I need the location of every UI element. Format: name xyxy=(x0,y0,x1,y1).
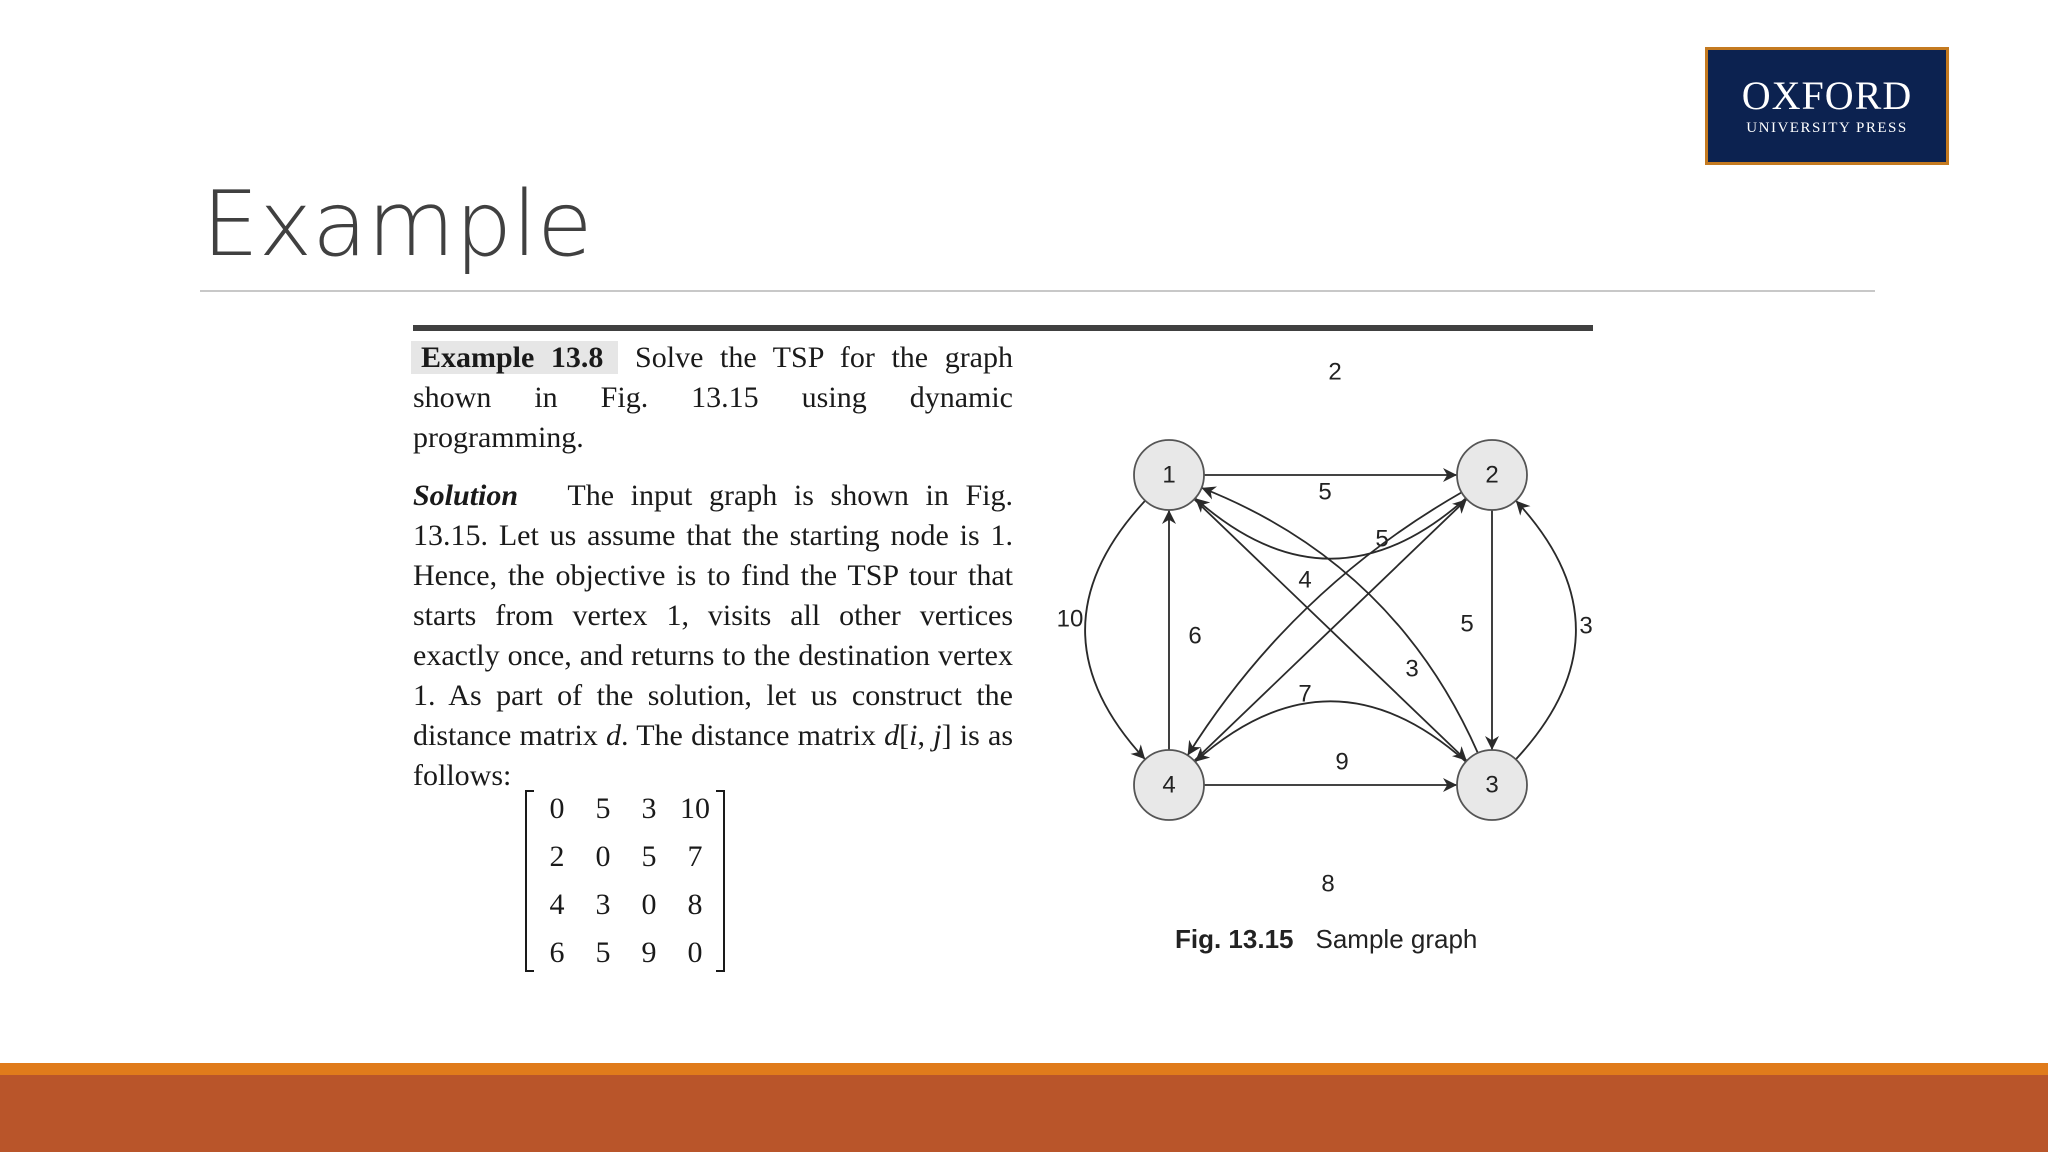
edge-label-4-3: 9 xyxy=(1335,748,1349,776)
matrix-cell-1-1: 0 xyxy=(549,792,565,825)
footer-bar xyxy=(0,1075,2048,1152)
matrix-cell-2-1: 2 xyxy=(549,840,565,873)
var-j: j xyxy=(933,719,942,752)
matrix-cell-4-3: 9 xyxy=(641,936,657,969)
matrix-cell-3-3: 0 xyxy=(641,888,657,921)
example-text xyxy=(413,338,1013,796)
matrix-cell-1-2: 5 xyxy=(595,792,611,825)
edge-label-3-4: 8 xyxy=(1321,870,1335,898)
solution-paragraph xyxy=(413,476,1013,796)
edge-label-4-2: 5 xyxy=(1375,525,1389,553)
var-d: d xyxy=(606,719,622,752)
node-2 xyxy=(1457,440,1527,510)
edge-label-2-4: 7 xyxy=(1298,680,1312,708)
example-paragraph xyxy=(413,338,1013,458)
matrix-cell-2-2: 0 xyxy=(595,840,611,873)
edge-label-1-3: 4 xyxy=(1298,566,1312,594)
edge-label-1-4: 10 xyxy=(1056,605,1084,633)
matrix-cell-1-4: 10 xyxy=(680,792,710,825)
edge-1-4 xyxy=(1085,501,1145,760)
matrix-cell-2-3: 5 xyxy=(641,840,657,873)
matrix-cell-4-1: 6 xyxy=(549,936,565,969)
example-statement: Solve the TSP for the graph shown in Fig. 13.15 using dynamic programming. xyxy=(413,341,1013,454)
edge-label-2-1: 2 xyxy=(1328,358,1342,386)
matrix-cell-3-4: 8 xyxy=(687,888,703,921)
node-4 xyxy=(1134,750,1204,820)
distance-matrix xyxy=(525,786,725,976)
figure-caption-text: Sample graph xyxy=(1315,924,1478,954)
slide-title: Example xyxy=(202,172,593,277)
matrix-cell-4-2: 5 xyxy=(595,936,611,969)
example-top-rule xyxy=(413,325,1593,331)
figure-number: Fig. 13.15 xyxy=(1175,924,1294,954)
title-divider xyxy=(200,290,1875,292)
matrix-cell-3-1: 4 xyxy=(549,888,565,921)
edge-label-4-1: 6 xyxy=(1188,622,1202,650)
example-label: Example 13.8 xyxy=(411,341,618,374)
solution-label: Solution xyxy=(413,479,519,512)
edge-label-3-2: 3 xyxy=(1579,612,1593,640)
matrix-cell-1-3: 3 xyxy=(641,792,657,825)
logo-subtitle: UNIVERSITY PRESS xyxy=(1746,120,1908,136)
sample-graph xyxy=(1040,345,1600,905)
edge-label-3-1: 3 xyxy=(1405,655,1419,683)
comma: , xyxy=(917,719,925,752)
edge-2-1 xyxy=(1195,498,1466,558)
bracket-open: [ xyxy=(899,719,910,752)
node-label-3: 3 xyxy=(1485,771,1499,799)
var-d2: d xyxy=(884,719,900,752)
edge-3-4 xyxy=(1195,701,1466,761)
edge-label-1-2: 5 xyxy=(1318,478,1332,506)
node-1 xyxy=(1134,440,1204,510)
edge-label-2-3: 5 xyxy=(1460,610,1474,638)
var-i: i xyxy=(909,719,918,752)
oxford-logo xyxy=(1705,47,1949,165)
node-label-4: 4 xyxy=(1162,771,1176,799)
matrix-cell-4-4: 0 xyxy=(687,936,703,969)
solution-text-1: The input graph is shown in Fig. 13.15. Let us assume that the starting node is 1. Hence, the objective is to find the TSP tour that starts from vertex 1, visits all other vertices exactly once, and returns to the destination vertex 1. As part of the solution, let us construct the distance matrix xyxy=(413,479,1013,752)
solution-text-3: ] is as follows: xyxy=(413,719,1013,792)
matrix-cell-3-2: 3 xyxy=(595,888,611,921)
figure-caption xyxy=(1175,922,1477,956)
node-label-2: 2 xyxy=(1485,461,1499,489)
node-3 xyxy=(1457,750,1527,820)
logo-name: OXFORD xyxy=(1741,73,1913,118)
solution-text-2: . The distance matrix xyxy=(621,719,885,752)
footer-accent-line xyxy=(0,1063,2048,1075)
node-label-1: 1 xyxy=(1162,461,1176,489)
matrix-cell-2-4: 7 xyxy=(687,840,703,873)
edge-3-2 xyxy=(1516,501,1576,760)
